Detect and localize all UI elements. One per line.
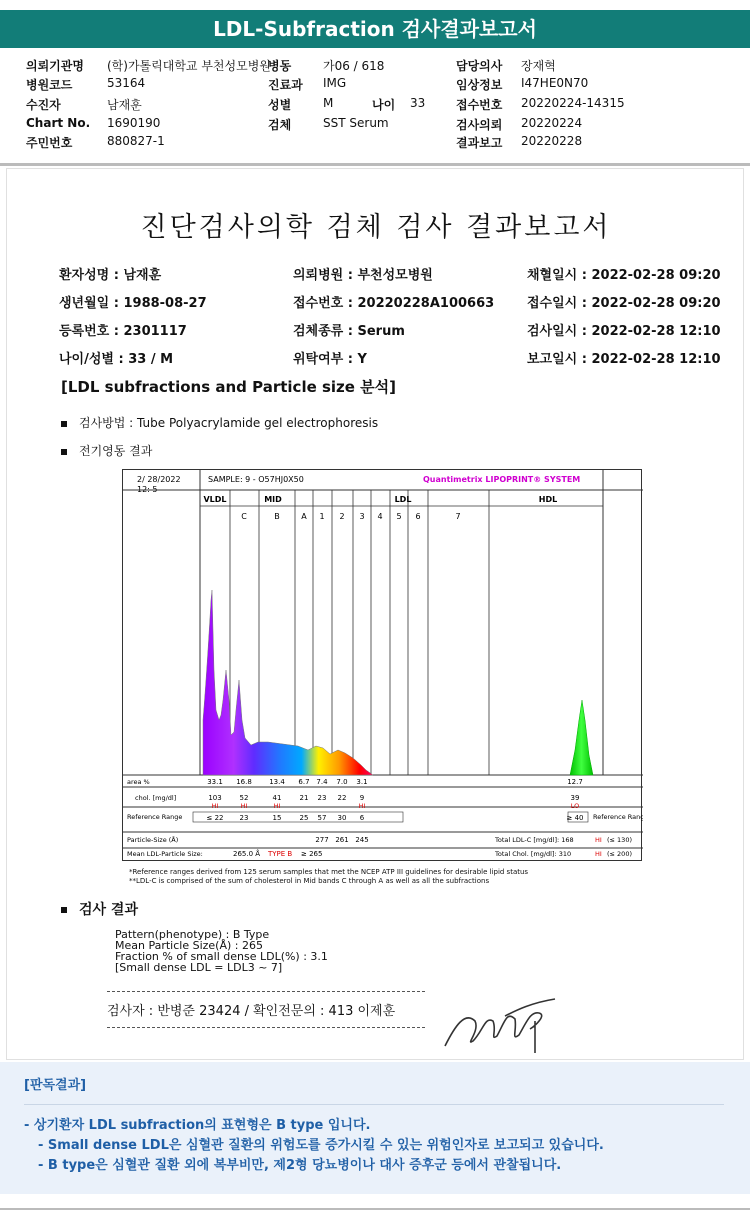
mean-size: 265.0 Å bbox=[233, 850, 261, 858]
ref-value: 30 bbox=[337, 814, 347, 822]
dashed-line bbox=[107, 1027, 425, 1028]
chol-value: 21 bbox=[299, 794, 309, 802]
divider bbox=[0, 1208, 750, 1210]
lipoprint-chart bbox=[122, 469, 642, 861]
header-label: 수진자 bbox=[26, 98, 61, 112]
result-line: Pattern(phenotype) : B Type bbox=[115, 928, 270, 941]
chol-flag: HI bbox=[240, 802, 248, 810]
referring-hospital: 의뢰병원 : 부천성모병원 bbox=[293, 268, 433, 283]
area-value: 3.1 bbox=[356, 778, 368, 786]
header-value: 33 bbox=[410, 96, 426, 110]
header-label: 성별 bbox=[268, 98, 292, 112]
signature-block bbox=[107, 991, 425, 1028]
chol-flag: LO bbox=[570, 802, 580, 810]
electrophoresis-svg bbox=[123, 470, 643, 862]
area-value: 33.1 bbox=[207, 778, 223, 786]
header-value: 20220228 bbox=[521, 134, 583, 148]
header-value: IMG bbox=[323, 76, 347, 90]
chart-sample: SAMPLE: 9 - O57HJ0X50 bbox=[208, 475, 304, 484]
chol-value: 103 bbox=[208, 794, 222, 802]
method-text: 검사방법 : Tube Polyacrylamide gel electrophoresis bbox=[79, 416, 379, 430]
divider bbox=[0, 163, 750, 166]
chol-value: 23 bbox=[317, 794, 327, 802]
method-line bbox=[61, 414, 378, 431]
header-value: 20220224-14315 bbox=[521, 96, 625, 110]
hdl-peak bbox=[570, 700, 593, 775]
header-label: 병동 bbox=[268, 59, 292, 73]
header-value: 가06 / 618 bbox=[323, 59, 385, 73]
interpretation-line: - 상기환자 LDL subfraction의 표현형은 B type 입니다. bbox=[24, 1118, 371, 1133]
birth-date: 생년월일 : 1988-08-27 bbox=[59, 296, 207, 311]
outsourced: 위탁여부 : Y bbox=[293, 352, 367, 367]
header-label: 병원코드 bbox=[26, 78, 73, 92]
ref-label: Reference Range bbox=[593, 813, 643, 821]
total-chol-flag: HI bbox=[595, 850, 602, 858]
interpretation-line: - Small dense LDL은 심혈관 질환의 위험도를 증가시킬 수 있는 위험인자로 보고되고 있습니다. bbox=[38, 1138, 604, 1153]
ref-value: 6 bbox=[359, 814, 365, 822]
total-ldl: Total LDL-C [mg/dl]: 168 bbox=[495, 836, 574, 844]
band-label: 7 bbox=[455, 512, 461, 521]
ref-value: 25 bbox=[299, 814, 309, 822]
receipt-time: 접수일시 : 2022-02-28 09:20 bbox=[527, 296, 721, 311]
ref-value: ≤ 22 bbox=[206, 814, 224, 822]
header-value: (학)가톨릭대학교 부천성모병원 bbox=[107, 59, 271, 73]
header-label: Chart No. bbox=[26, 116, 91, 130]
inspector-line: 검사자 : 반병준 23424 / 확인전문의 : 413 이제훈 bbox=[107, 1004, 396, 1019]
group-label: VLDL bbox=[203, 495, 227, 504]
ref-value: ≥ 40 bbox=[566, 814, 584, 822]
mean-ref: ≥ 265 bbox=[301, 850, 323, 858]
total-chol: Total Chol. [mg/dl]: 310 bbox=[495, 850, 572, 858]
area-value: 16.8 bbox=[236, 778, 252, 786]
header-label: 주민번호 bbox=[26, 136, 73, 150]
group-label: MID bbox=[264, 495, 282, 504]
row-label: area % bbox=[127, 778, 150, 786]
ref-value: 23 bbox=[239, 814, 249, 822]
age-sex: 나이/성별 : 33 / M bbox=[59, 352, 174, 367]
chol-value: 39 bbox=[570, 794, 580, 802]
interpretation-line: - B type은 심혈관 질환 외에 복부비만, 제2형 당뇨병이나 대사 증후군 등에서 관찰됩니다. bbox=[38, 1158, 562, 1173]
section-title: [LDL subfractions and Particle size 분석] bbox=[61, 378, 397, 396]
header-label: 임상정보 bbox=[456, 78, 503, 92]
electrophoresis-header bbox=[61, 442, 152, 459]
header-value: SST Serum bbox=[323, 116, 389, 130]
group-label: HDL bbox=[538, 495, 558, 504]
band-label: 3 bbox=[359, 512, 365, 521]
area-value: 12.7 bbox=[567, 778, 583, 786]
report-title-bar: LDL-Subfraction 검사결과보고서 bbox=[0, 10, 750, 48]
ldl-peak-profile bbox=[203, 590, 373, 775]
header-label: 검사의뢰 bbox=[456, 118, 503, 132]
total-ldl-ref: (≤ 130) bbox=[607, 836, 632, 844]
header-label: 진료과 bbox=[268, 78, 303, 92]
specimen-type: 검체종류 : Serum bbox=[293, 324, 405, 339]
chol-value: 22 bbox=[337, 794, 347, 802]
header-label: 접수번호 bbox=[456, 98, 503, 112]
ref-value: 15 bbox=[272, 814, 282, 822]
header-label: 담당의사 bbox=[456, 59, 503, 73]
ref-box bbox=[193, 812, 403, 822]
dashed-line bbox=[107, 991, 425, 992]
request-header bbox=[0, 52, 750, 152]
divider bbox=[24, 1104, 724, 1105]
document-title: 진단검사의학 검체 검사 결과보고서 bbox=[140, 212, 612, 243]
chol-value: 9 bbox=[359, 794, 365, 802]
report-document bbox=[6, 168, 744, 1060]
result-header bbox=[61, 899, 138, 919]
header-label: 나이 bbox=[372, 98, 396, 112]
interpretation-panel bbox=[0, 1062, 750, 1194]
band-label: A bbox=[301, 512, 307, 521]
header-value: I47HE0N70 bbox=[521, 76, 589, 90]
chol-value: 52 bbox=[239, 794, 249, 802]
total-ldl-flag: HI bbox=[595, 836, 602, 844]
header-label: 의뢰기관명 bbox=[26, 59, 84, 73]
particle-size: 261 bbox=[335, 836, 349, 844]
footnote: *Reference ranges derived from 125 serum samples that met the NCEP ATP III guidelines for desirable lipid status bbox=[129, 868, 529, 876]
header-label: 결과보고 bbox=[456, 136, 503, 150]
area-value: 13.4 bbox=[269, 778, 285, 786]
chol-value: 41 bbox=[272, 794, 282, 802]
chart-time: 12: 5 bbox=[137, 485, 158, 494]
footnote: **LDL-C is comprised of the sum of cholesterol in Mid bands C through A as well as all the subfractions bbox=[129, 877, 490, 885]
chol-flag: HI bbox=[273, 802, 281, 810]
area-value: 7.0 bbox=[336, 778, 348, 786]
band-label: 4 bbox=[377, 512, 383, 521]
row-label: chol. [mg/dl] bbox=[135, 794, 177, 802]
area-value: 7.4 bbox=[316, 778, 328, 786]
test-time: 검사일시 : 2022-02-28 12:10 bbox=[527, 324, 721, 339]
band-label: 6 bbox=[415, 512, 421, 521]
patient-name: 환자성명 : 남재훈 bbox=[59, 268, 162, 283]
row-label: Mean LDL-Particle Size: bbox=[127, 850, 203, 858]
group-label: LDL bbox=[394, 495, 412, 504]
result-line: Fraction % of small dense LDL(%) : 3.1 bbox=[115, 950, 328, 963]
row-label: Particle-Size (Å) bbox=[127, 836, 179, 844]
area-value: 6.7 bbox=[298, 778, 310, 786]
band-label: 1 bbox=[319, 512, 325, 521]
header-value: 53164 bbox=[107, 76, 146, 90]
electro-text: 전기영동 결과 bbox=[79, 444, 153, 458]
collection-time: 채혈일시 : 2022-02-28 09:20 bbox=[527, 268, 721, 283]
header-value: M bbox=[323, 96, 334, 110]
ref-value: 57 bbox=[317, 814, 327, 822]
header-label: 검체 bbox=[268, 118, 292, 132]
result-line: Mean Particle Size(Å) : 265 bbox=[115, 939, 263, 952]
band-label: 5 bbox=[396, 512, 402, 521]
signature-stroke bbox=[445, 999, 555, 1053]
mean-type: TYPE B bbox=[268, 850, 293, 858]
header-value: 1690190 bbox=[107, 116, 161, 130]
interpretation-title: [판독결과] bbox=[24, 1078, 87, 1093]
band-label: B bbox=[274, 512, 280, 521]
result-line: [Small dense LDL = LDL3 ~ 7] bbox=[115, 961, 283, 974]
handwritten-signature bbox=[435, 991, 565, 1061]
chol-flag: HI bbox=[211, 802, 219, 810]
receipt-number: 접수번호 : 20220228A100663 bbox=[293, 296, 495, 311]
band-label: 2 bbox=[339, 512, 345, 521]
result-header-text: 검사 결과 bbox=[79, 902, 138, 918]
particle-size: 277 bbox=[315, 836, 329, 844]
registration-number: 등록번호 : 2301117 bbox=[59, 324, 187, 339]
report-time: 보고일시 : 2022-02-28 12:10 bbox=[527, 352, 721, 367]
header-value: 20220224 bbox=[521, 116, 583, 130]
total-chol-ref: (≤ 200) bbox=[607, 850, 632, 858]
band-label: C bbox=[241, 512, 247, 521]
header-value: 장재혁 bbox=[521, 59, 556, 73]
row-label: Reference Range bbox=[127, 813, 183, 821]
chart-system: Quantimetrix LIPOPRINT® SYSTEM bbox=[423, 475, 581, 484]
header-value: 남재훈 bbox=[107, 98, 142, 112]
header-value: 880827-1 bbox=[107, 134, 165, 148]
chol-flag: HI bbox=[358, 802, 366, 810]
particle-size: 245 bbox=[355, 836, 369, 844]
chart-date: 2/ 28/2022 bbox=[137, 475, 181, 484]
